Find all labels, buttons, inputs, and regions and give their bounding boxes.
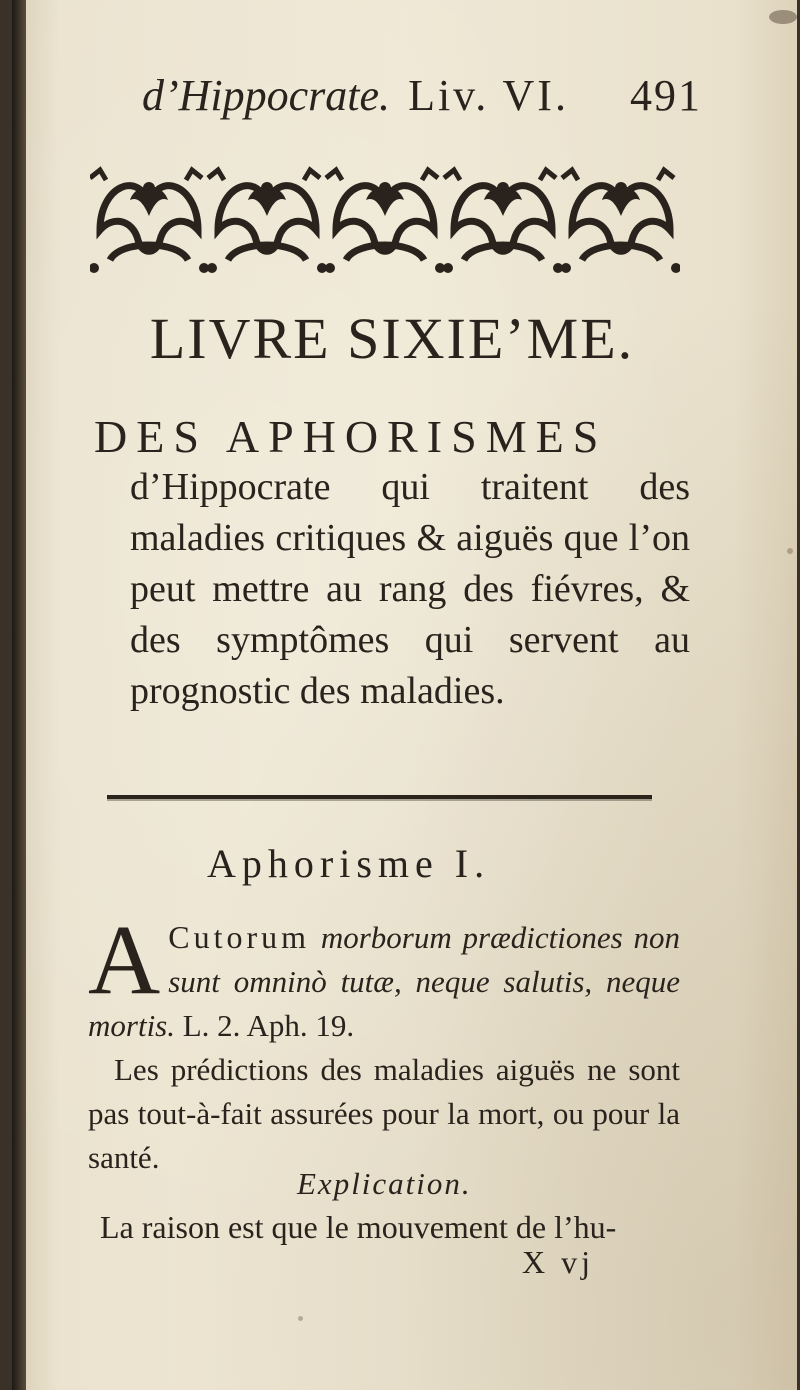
explication-heading: Explication. <box>297 1166 472 1201</box>
aphorism-heading: Aphorisme I. <box>207 841 491 886</box>
horizontal-rule <box>107 795 652 799</box>
paper-speck <box>787 548 793 554</box>
running-title: d’Hippocrate. <box>142 71 391 120</box>
page-number: 491 <box>630 71 702 120</box>
drop-cap: A <box>88 904 161 1015</box>
french-translation: Les prédictions des maladies aiguës ne sont pas tout-à-fait assurées pour la mort, ou pour la santé. <box>88 1052 680 1175</box>
subtitle-lead: DES APHORISMES <box>94 411 608 462</box>
subtitle-body: d’Hippocrate qui traitent des maladies critiques & aiguës que l’on peut mettre au rang des fiévres, & des symptômes qui servent au prognostic des maladies. <box>130 466 690 712</box>
aphorism-reference: L. 2. Aph. 19. <box>182 1008 355 1043</box>
lead-word: Cutorum <box>168 919 310 955</box>
latin-text: morborum prædictiones non sunt omninò tutæ, neque salutis, neque mortis. <box>88 920 680 1043</box>
book-spine <box>12 0 26 1390</box>
running-header <box>142 70 702 121</box>
paper-speck <box>769 10 797 24</box>
paper-speck <box>298 1316 303 1321</box>
aphorism-latin-paragraph <box>88 904 680 1048</box>
book-reference: Liv. VI. <box>408 71 569 120</box>
decorative-headpiece <box>90 155 680 275</box>
signature-mark: X vj <box>522 1244 594 1280</box>
book-title: LIVRE SIXIE’ME. <box>149 306 635 371</box>
book-page <box>12 0 797 1390</box>
explication-text: La raison est que le mouvement de l’hu- <box>100 1209 617 1245</box>
